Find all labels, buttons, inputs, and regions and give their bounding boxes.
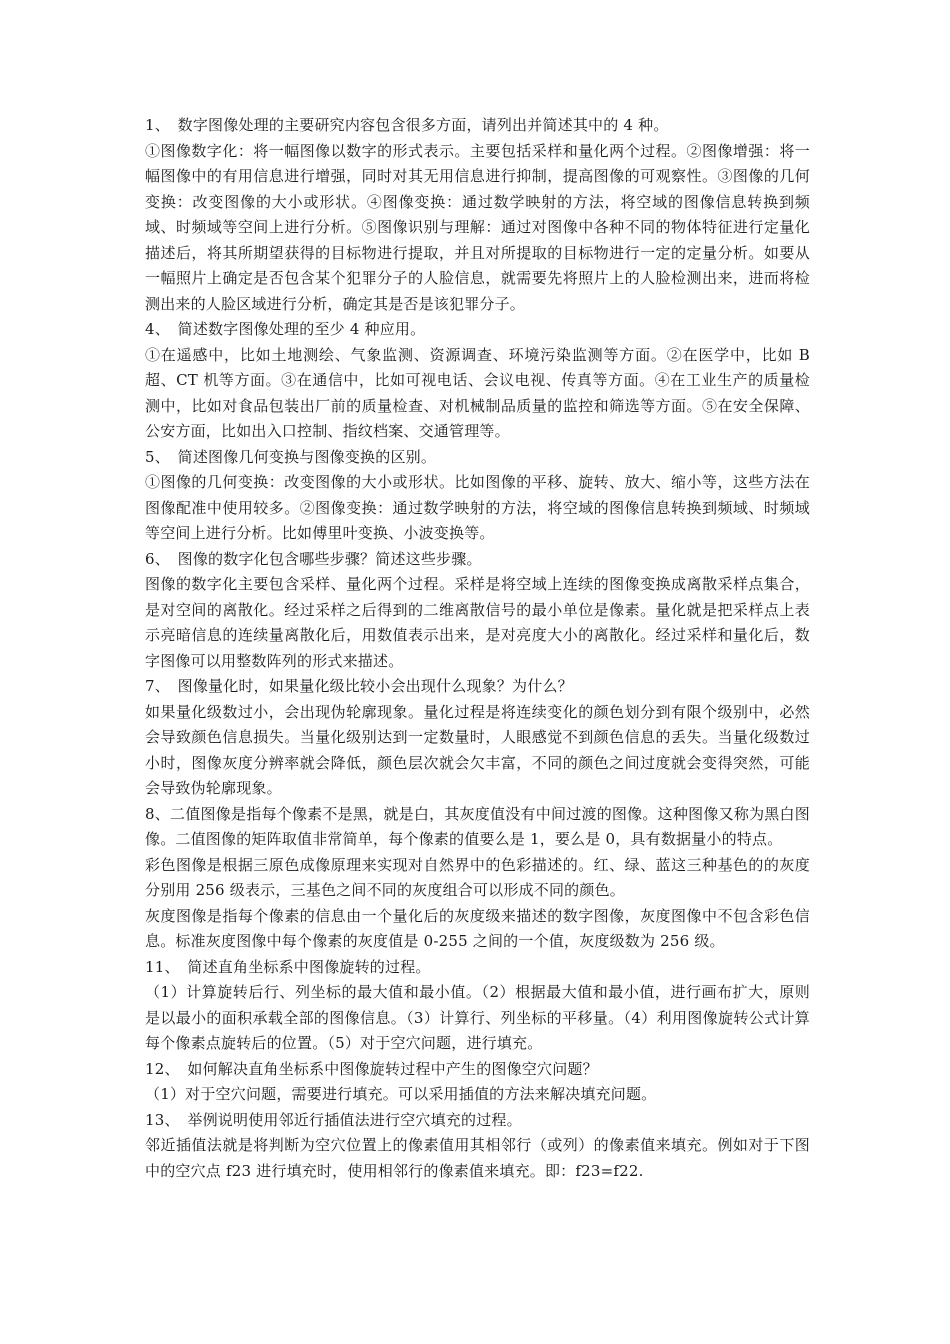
answer-5: ①图像的几何变换：改变图像的大小或形状。比如图像的平移、旋转、放大、缩小等，这些方法在图像配准中使用较多。②图像变换：通过数学映射的方法，将空域的图像信息转换到频域、时频域等空间上进行分析。比如傅里叶变换、小波变换等。: [145, 473, 810, 542]
answer-4: ①在遥感中，比如土地测绘、气象监测、资源调查、环境污染监测等方面。②在医学中，比如 B 超、CT 机等方面。③在通信中，比如可视电话、会议电视、传真等方面。④在工业生产的质量检测中，比如对食品包装出厂前的质量检查、对机械制品质量的监控和筛选等方面。⑤在安全保障、公安方面，比如出入口控制、指纹档案、交通管理等。: [145, 345, 810, 440]
answer-7: 如果量化级数过小，会出现伪轮廓现象。量化过程是将连续变化的颜色划分到有限个级别中，必然会导致颜色信息损失。当量化级别达到一定数量时，人眼感觉不到颜色信息的丢失。当量化级数过小时，图像灰度分辨率就会降低，颜色层次就会欠丰富，不同的颜色之间过度就会变得突然，可能会导致伪轮廓现象。: [145, 702, 810, 797]
question-13: 13、 举例说明使用邻近行插值法进行空穴填充的过程。: [145, 1110, 522, 1129]
answer-6: 图像的数字化主要包含采样、量化两个过程。采样是将空域上连续的图像变换成离散采样点集合，是对空间的离散化。经过采样之后得到的二维离散信号的最小单位是像素。量化就是把采样点上表示亮暗信息的连续量离散化后，用数值表示出来，是对亮度大小的离散化。经过采样和量化后，数字图像可以用整数阵列的形式来描述。: [145, 575, 810, 670]
answer-11: （1）计算旋转后行、列坐标的最大值和最小值。（2）根据最大值和最小值，进行画布扩大，原则是以最小的面积承载全部的图像信息。（3）计算行、列坐标的平移量。（4）利用图像旋转公式计算每个像素点旋转后的位置。（5）对于空穴问题，进行填充。: [145, 983, 810, 1052]
question-4: 4、 简述数字图像处理的至少 4 种应用。: [145, 320, 426, 338]
question-7: 7、 图像量化时，如果量化级比较小会出现什么现象？为什么？: [145, 677, 573, 695]
question-11: 11、 简述直角坐标系中图像旋转的过程。: [145, 957, 431, 976]
document-body: [145, 113, 810, 1184]
answer-8-color: 彩色图像是根据三原色成像原理来实现对自然界中的色彩描述的。红、绿、蓝这三种基色的的灰度分别用 256 级表示，三基色之间不同的灰度组合可以形成不同的颜色。: [145, 855, 810, 899]
answer-1: ①图像数字化：将一幅图像以数字的形式表示。主要包括采样和量化两个过程。②图像增强：将一幅图像中的有用信息进行增强，同时对其无用信息进行抑制，提高图像的可观察性。③图像的几何变换：改变图像的大小或形状。④图像变换：通过数学映射的方法，将空域的图像信息转换到频域、时频域等空间上进行分析。⑤图像识别与理解：通过对图像中各种不同的物体特征进行定量化描述后，将其所期望获得的目标物进行提取，并且对所提取的目标物进行一定的定量分析。如要从一幅照片上确定是否包含某个犯罪分子的人脸信息，就需要先将照片上的人脸检测出来，进而将检测出来的人脸区域进行分析，确定其是否是该犯罪分子。: [145, 141, 810, 313]
answer-12: （1）对于空穴问题，需要进行填充。可以采用插值的方法来解决填充问题。: [145, 1085, 657, 1103]
question-1: 1、 数字图像处理的主要研究内容包含很多方面，请列出并简述其中的 4 种。: [145, 116, 669, 134]
question-12: 12、 如何解决直角坐标系中图像旋转过程中产生的图像空穴问题？: [145, 1059, 598, 1078]
answer-13: 邻近插值法就是将判断为空穴位置上的像素值用其相邻行（或列）的像素值来填充。例如对于下图中的空穴点 f23 进行填充时，使用相邻行的像素值来填充。即：f23=f22.: [145, 1136, 810, 1180]
question-5: 5、 简述图像几何变换与图像变换的区别。: [145, 447, 437, 466]
answer-8-gray: 灰度图像是指每个像素的信息由一个量化后的灰度级来描述的数字图像，灰度图像中不包含彩色信息。标准灰度图像中每个像素的灰度值是 0-255 之间的一个值，灰度级数为 256 级。: [145, 906, 810, 950]
answer-8-binary: 8、二值图像是指每个像素不是黑，就是白，其灰度值没有中间过渡的图像。这种图像又称为黑白图像。二值图像的矩阵取值非常简单，每个像素的值要么是 1，要么是 0，具有数据量小的特点。: [145, 804, 810, 848]
question-6: 6、 图像的数字化包含哪些步骤？简述这些步骤。: [145, 549, 482, 568]
